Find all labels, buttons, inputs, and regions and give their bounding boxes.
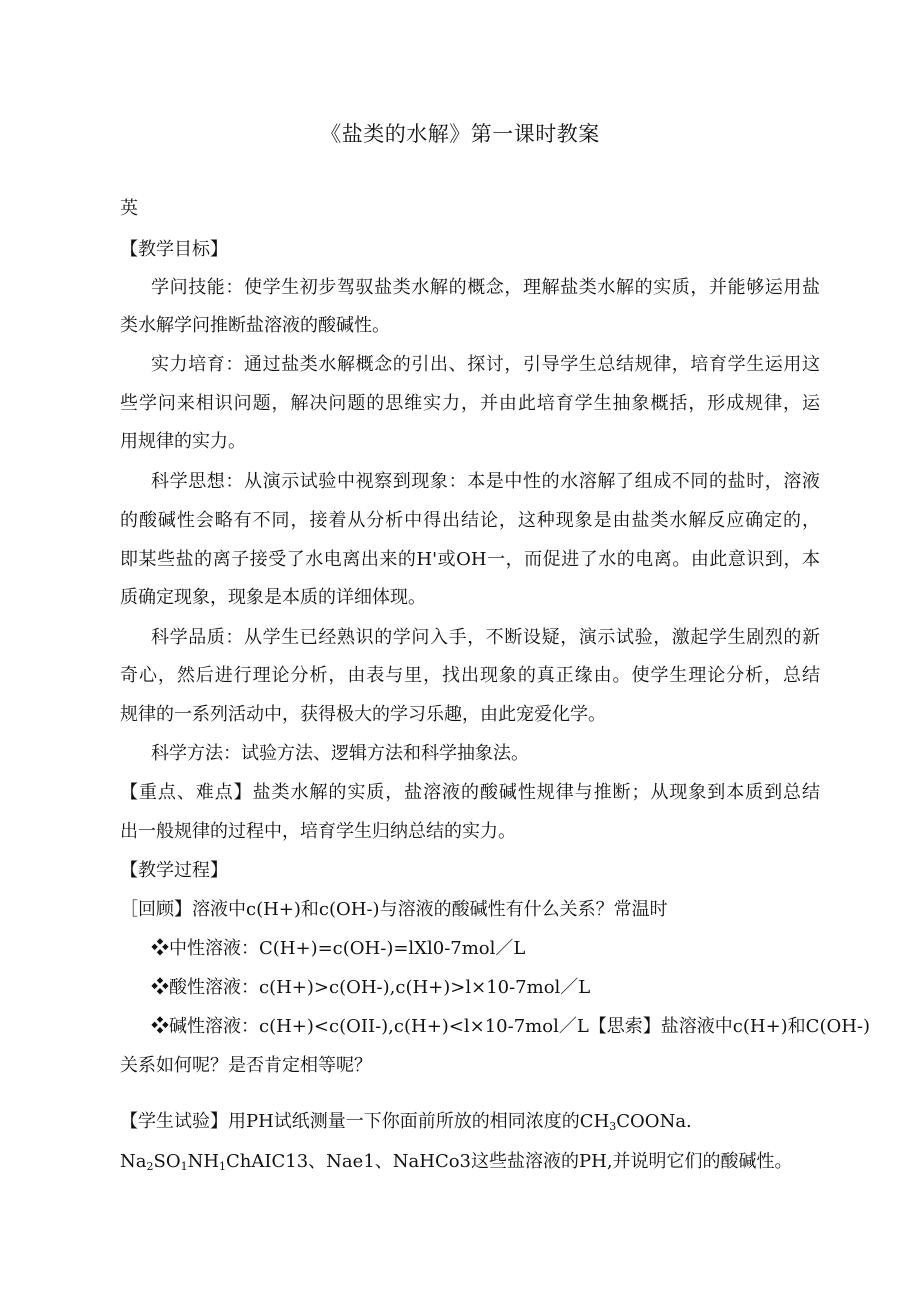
thought-line-2: 的酸碱性会略有不同，接着从分析中得出结论，这种现象是由盐类水解反应确定的， — [120, 510, 820, 531]
experiment-line-1 — [120, 1110, 820, 1139]
method-line: 科学方法：试验方法、逻辑方法和科学抽象法。 — [151, 743, 529, 764]
formula-na: Na — [120, 1151, 147, 1172]
experiment-subscript: 3 — [609, 1120, 617, 1133]
knowledge-line-2: 类水解学问推断盐溶液的酸碱性。 — [120, 315, 390, 336]
document-title: 《盐类的水解》第一课时教案 — [320, 122, 600, 146]
basic-solution-line-2: 关系如何呢？是否肯定相等呢？ — [120, 1055, 372, 1076]
objectives-heading: 【教学目标】 — [120, 239, 228, 260]
experiment-line-2 — [120, 1150, 820, 1179]
basic-solution-line: ❖碱性溶液：c(H+)<c(OII-),c(H+)<l×10-7mol／L【思索】盐溶液中c(H+)和C(OH-) — [151, 1016, 871, 1037]
knowledge-line-1: 学问技能：使学生初步驾驭盐类水解的概念，理解盐类水解的实质，并能够运用盐 — [151, 277, 820, 298]
experiment-line-1-text: 【学生试验】用PH试纸测量一下你面前所放的相同浓度的CH — [120, 1111, 610, 1132]
thought-line-3: 即某些盐的离子接受了水电离出来的H'或OH一，而促进了水的电离。由此意识到，本 — [120, 549, 820, 570]
ability-line-2: 些学问来相识问题，解决问题的思维实力，并由此培育学生抽象概括，形成规律，运 — [120, 393, 820, 414]
formula-sub-1: 2 — [146, 1160, 154, 1173]
formula-so: SO — [153, 1151, 181, 1172]
formula-nh: NH — [187, 1151, 220, 1172]
author: 英 — [120, 198, 138, 219]
key-points-line-2: 出一般规律的过程中，培育学生归纳总结的实力。 — [120, 821, 516, 842]
key-points-line-1: 【重点、难点】盐类水解的实质，盐溶液的酸碱性规律与推断；从现象到本质到总结 — [120, 782, 820, 803]
acidic-solution-line: ❖酸性溶液：c(H+)>c(OH-),c(H+)>l×10-7mol／L — [151, 977, 591, 998]
quality-line-3: 规律的一系列活动中，获得极大的学习乐趣，由此宠爱化学。 — [120, 704, 606, 725]
neutral-solution-line: ❖中性溶液：C(H+)=c(OH-)=lXl0-7mol／L — [151, 938, 526, 959]
thought-line-4: 质确定现象，现象是本质的详细体现。 — [120, 587, 426, 608]
thought-line-1: 科学思想：从演示试验中视察到现象：本是中性的水溶解了组成不同的盐时，溶液 — [151, 471, 820, 492]
experiment-line-2-tail: ChAIC13、Nae1、NaHCo3这些盐溶液的PH,并说明它们的酸碱性。 — [226, 1151, 793, 1172]
experiment-line-1-tail: COONa. — [616, 1111, 692, 1132]
quality-line-1: 科学品质：从学生已经熟识的学问入手，不断设疑，演示试验，激起学生剧烈的新 — [151, 627, 820, 648]
process-heading: 【教学过程】 — [120, 860, 228, 881]
quality-line-2: 奇心，然后进行理论分析，由表与里，找出现象的真正缘由。使学生理论分析，总结 — [120, 665, 820, 686]
review-line: ［回顾】溶液中c(H+)和c(OH-)与溶液的酸碱性有什么关系？常温时 — [120, 899, 668, 920]
formula-sub-2: 1 — [180, 1160, 188, 1173]
formula-sub-3: 1 — [219, 1160, 227, 1173]
ability-line-3: 用规律的实力。 — [120, 431, 246, 452]
ability-line-1: 实力培育：通过盐类水解概念的引出、探讨，引导学生总结规律，培育学生运用这 — [151, 354, 820, 375]
